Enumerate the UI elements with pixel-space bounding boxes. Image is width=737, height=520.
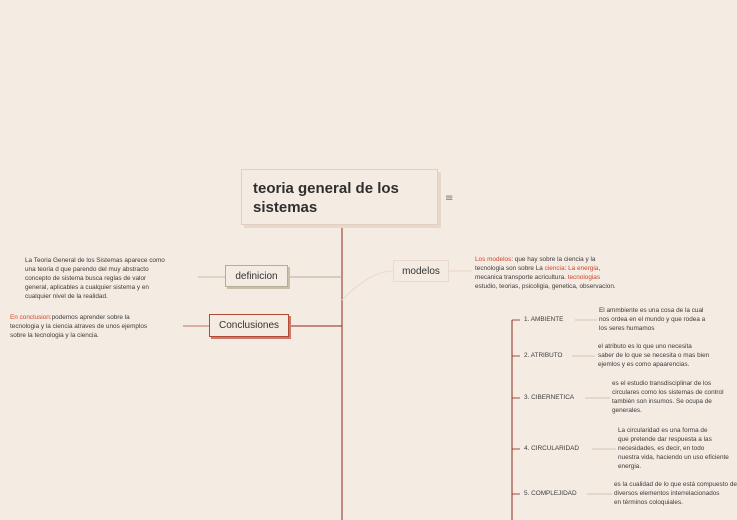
note-line: La circularidad es una forma de: [618, 427, 708, 434]
modelos-text: ,: [598, 265, 601, 272]
definicion-line: concepto de sistema busca reglas de valor: [25, 275, 147, 282]
definicion-note: [25, 256, 200, 301]
note-line: es la cualidad de lo que está compuesto de: [614, 481, 737, 488]
root-topic[interactable]: teoria general de los sistemas: [241, 169, 438, 225]
subtopic-cibernetica-note: [612, 379, 724, 415]
note-line: nuestra vida, haciendo un uso eficiente: [618, 454, 729, 461]
subtopic-complejidad[interactable]: 5. COMPLEJIDAD: [524, 490, 577, 497]
modelos-text: :: [564, 265, 569, 272]
note-line: diversos elementos interrelacionados: [614, 490, 720, 497]
note-line: circulares como los sistemas de control: [612, 389, 724, 396]
note-line: el atributo es lo que uno necesita: [598, 343, 692, 350]
conclusion-highlight: En conclusion:: [10, 314, 52, 321]
conclusiones-line: tecnologia y la ciencia atraves de unos ejemplos: [10, 323, 148, 330]
definicion-line: una teoria d que parendo del muy abstracto: [25, 266, 149, 273]
topic-definicion[interactable]: definicion: [225, 265, 288, 287]
note-line: los seres humamos: [599, 325, 655, 332]
modelos-line: [475, 273, 695, 282]
modelos-highlight: tecnologias: [567, 274, 601, 281]
conclusiones-line: [10, 313, 185, 322]
definicion-line: cualquier nivel de la realidad.: [25, 293, 108, 300]
modelos-line: estudio, teorias, psicoligia, genetica, observacion.: [475, 283, 616, 290]
modelos-text: : que hay sobre la ciencia y la: [511, 256, 596, 263]
modelos-text: tecnologia son sobre La: [475, 265, 545, 272]
note-line: en términos coloquiales.: [614, 499, 683, 506]
hamburger-icon[interactable]: ≡: [445, 193, 454, 204]
note-line: también son insumos. Se ocupa de: [612, 398, 712, 405]
note-line: ejemlos y es como apaarencias.: [598, 361, 690, 368]
subtopic-atributo[interactable]: 2. ATRIBUTO: [524, 352, 563, 359]
note-line: necesidades, es decir, en todo: [618, 445, 705, 452]
note-line: nos ordea en el mundo y que rodea a: [599, 316, 706, 323]
subtopic-ambiente[interactable]: 1. AMBIENTE: [524, 316, 564, 323]
note-line: saber de lo que se necesita o mas bien: [598, 352, 710, 359]
conclusiones-note: [10, 313, 185, 340]
topic-modelos[interactable]: modelos: [393, 260, 449, 282]
modelos-highlight: La energia: [568, 265, 599, 272]
modelos-highlight: Los modelos: [475, 256, 512, 263]
note-line: energia.: [618, 463, 642, 470]
subtopic-circularidad-note: [618, 426, 729, 471]
conclusiones-line: sobre la tecnologia y la ciencia.: [10, 332, 99, 339]
modelos-line: [475, 255, 695, 264]
subtopic-ambiente-note: [599, 306, 706, 333]
subtopic-circularidad[interactable]: 4. CIRCULARIDAD: [524, 445, 580, 452]
modelos-highlight: ciencia: [544, 265, 565, 272]
note-line: generales.: [612, 407, 642, 414]
conclusion-text: podemos aprender sobre la: [51, 314, 130, 321]
note-line: El ammbiente es una cosa de la cual: [599, 307, 704, 314]
modelos-text: mecanica transporte acricultura.: [475, 274, 568, 281]
modelos-line: [475, 264, 695, 273]
subtopic-complejidad-note: [614, 480, 737, 507]
note-line: que pretende dar respuesta a las: [618, 436, 712, 443]
modelos-note: [475, 255, 695, 291]
subtopic-atributo-note: [598, 342, 710, 369]
definicion-line: La Teoria General de los Sistemas aparece como: [25, 257, 165, 264]
topic-conclusiones[interactable]: Conclusiones: [209, 314, 289, 337]
note-line: es el estudio transdisciplinar de los: [612, 380, 712, 387]
definicion-line: general, aplicables a cualquier sistema y en: [25, 284, 149, 291]
subtopic-cibernetica[interactable]: 3. CIBERNETICA: [524, 394, 575, 401]
